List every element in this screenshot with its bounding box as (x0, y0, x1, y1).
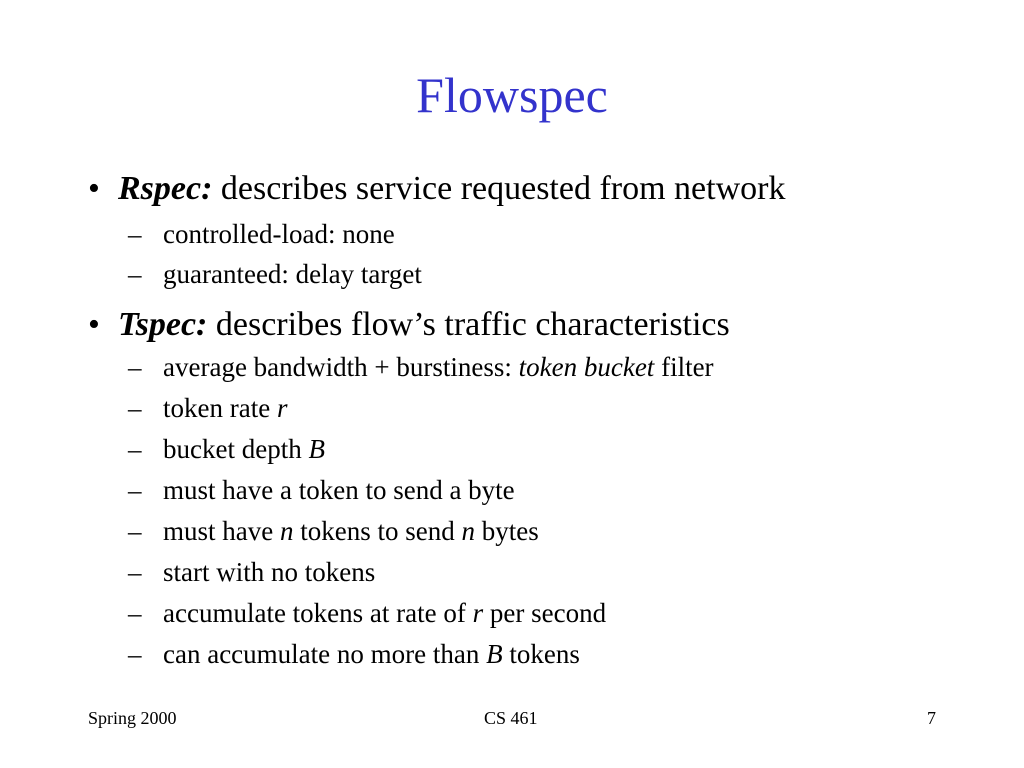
tspec-subitem-text: must have n tokens to send n bytes (163, 516, 539, 546)
bullet-rspec-text (118, 169, 785, 209)
dash-symbol: – (128, 639, 142, 669)
dash-symbol: – (128, 219, 142, 249)
tspec-subitem-text: can accumulate no more than B tokens (163, 639, 580, 669)
bullet-symbol: • (88, 170, 100, 207)
rspec-subitem-text: controlled-load: none (163, 219, 395, 249)
tspec-subitem-text: accumulate tokens at rate of r per second (163, 598, 607, 628)
dash-symbol: – (128, 598, 142, 628)
footer-date: Spring 2000 (88, 708, 177, 728)
dash-symbol: – (128, 352, 142, 382)
dash-symbol: – (128, 516, 142, 546)
rspec-subitem-text: guaranteed: delay target (163, 259, 422, 289)
tspec-subitem-text: start with no tokens (163, 557, 376, 587)
rspec-term: Rspec: (118, 170, 213, 207)
dash-symbol: – (128, 434, 142, 464)
tspec-subitem-text: average bandwidth + burstiness: token bucket filter (163, 352, 714, 382)
dash-symbol: – (128, 393, 142, 423)
bullet-symbol: • (88, 306, 100, 343)
footer-course: CS 461 (484, 708, 538, 728)
tspec-subitem-text: must have a token to send a byte (163, 475, 515, 505)
tspec-desc: describes flow’s traffic characteristics (207, 306, 730, 343)
tspec-subitem-text: bucket depth B (163, 434, 325, 464)
rspec-desc: describes service requested from network (212, 170, 786, 207)
dash-symbol: – (128, 557, 142, 587)
tspec-subitem-text: token rate r (163, 393, 288, 423)
dash-symbol: – (128, 475, 142, 505)
dash-symbol: – (128, 259, 142, 289)
footer-page-number: 7 (927, 708, 936, 728)
tspec-term: Tspec: (118, 306, 208, 343)
slide-title: Flowspec (416, 67, 608, 123)
bullet-tspec-text (118, 305, 730, 345)
